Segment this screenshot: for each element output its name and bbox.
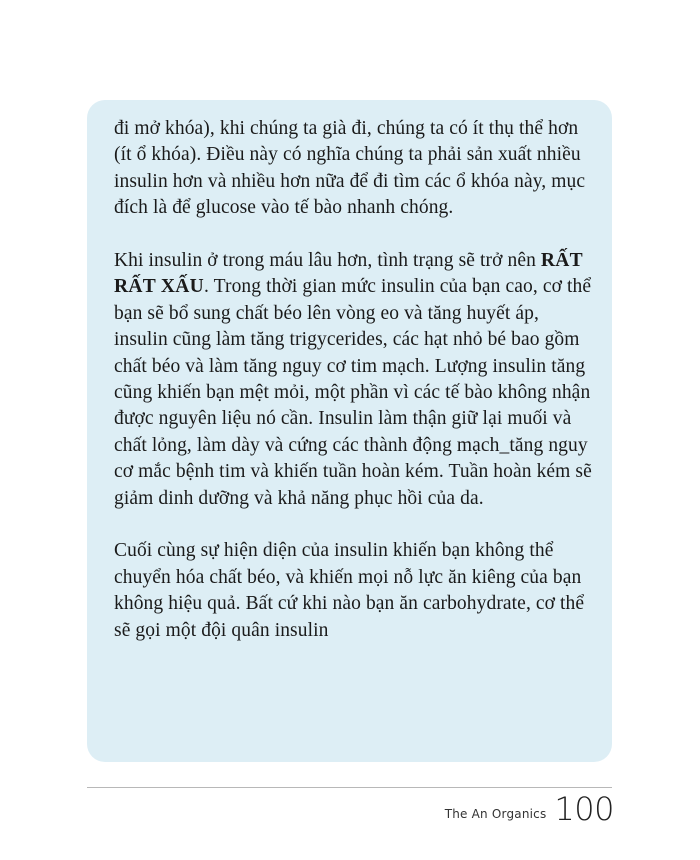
content-panel <box>87 100 612 762</box>
footer-brand: The An Organics <box>444 807 547 821</box>
page-footer <box>445 788 614 828</box>
paragraph-3: Cuối cùng sự hiện diện của insulin khiến bạn không thể chuyển hóa chất béo, và khiến mọi nỗ lực ăn kiêng của bạn không hiệu quả. Bất cứ khi nào bạn ăn carbohydrate, cơ thể sẽ gọi một đội quân insulin <box>114 540 585 641</box>
paragraph-2-rest: . Trong thời gian mức insulin của bạn cao, cơ thể bạn sẽ bổ sung chất béo lên vòng eo và tăng huyết áp, insulin cũng làm tăng trigycerides, các hạt nhỏ bé bao gồm chất béo và làm tăng nguy cơ tim mạch. Lượng insulin tăng cũng khiến bạn mệt mỏi, một phần vì các tế bào không nhận được nguyên liệu nó cần. Insulin làm thận giữ lại muối và chất lỏng, làm dày và cứng các thành động mạch_tăng nguy cơ mắc bệnh tim và khiến tuần hoàn kém. Tuần hoàn kém sẽ giảm dinh dưỡng và khả năng phục hồi của da. <box>114 276 592 509</box>
paragraph-2 <box>114 248 596 512</box>
paragraph-2-emphasis: RẤT RẤT XẤU <box>114 250 583 298</box>
paragraph-1: đi mở khóa), khi chúng ta già đi, chúng ta có ít thụ thể hơn (ít ổ khóa). Điều này có nghĩa chúng ta phải sản xuất nhiều insulin hơn và nhiều hơn nữa để đi tìm các ổ khóa này, mục đích là để glucose vào tế bào nhanh chóng. <box>114 118 586 219</box>
paragraph-2-lead: Khi insulin ở trong máu lâu hơn, tình trạng sẽ trở nên <box>114 250 541 272</box>
page-number: 100 <box>554 790 614 828</box>
